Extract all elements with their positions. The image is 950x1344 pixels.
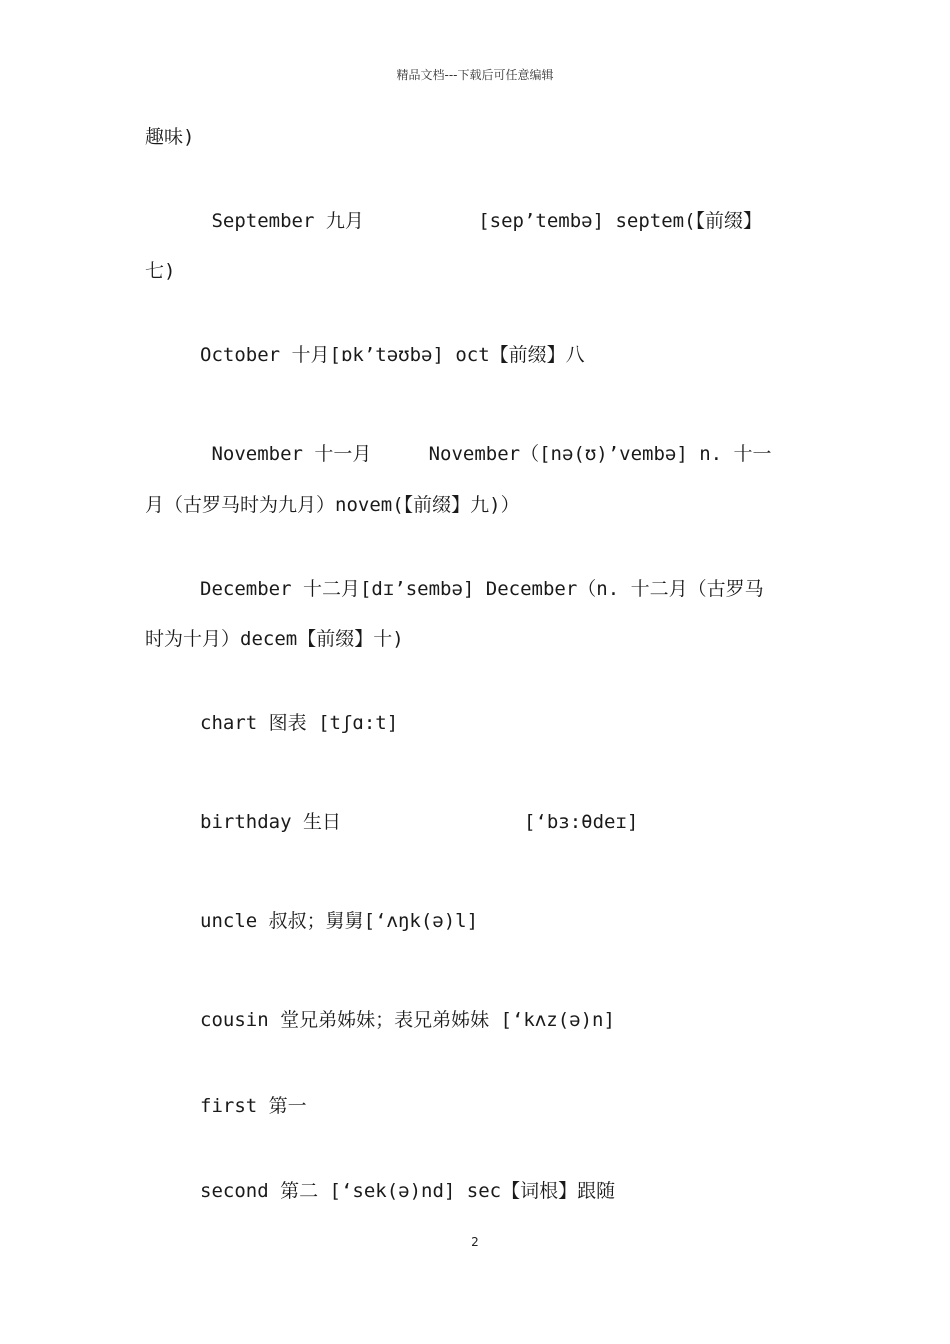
page-header: 精品文档---下载后可任意编辑: [396, 68, 554, 82]
text-line: 月（古罗马时为九月）novem(【前缀】九)）: [145, 494, 520, 516]
text-line: December 十二月[dɪ’sembə] December（n. 十二月（古罗马: [200, 578, 764, 600]
text-line: second 第二 [‘sek(ə)nd] sec【词根】跟随: [200, 1180, 616, 1202]
text-line: October 十月[ɒk’təʊbə] oct【前缀】八: [200, 344, 585, 366]
page-number: 2: [471, 1235, 479, 1249]
text-line: 时为十月）decem【前缀】十): [145, 628, 404, 650]
text-line: September 九月 [sep’tembə] septem(【前缀】: [200, 210, 763, 232]
text-line: birthday 生日 [‘bɜ:θdeɪ]: [200, 811, 639, 833]
text-line: first 第一: [200, 1095, 307, 1117]
text-line: 七): [145, 260, 176, 282]
text-line: chart 图表 [tʃɑ:t]: [200, 712, 399, 734]
text-line: uncle 叔叔；舅舅[‘ʌŋk(ə)l]: [200, 910, 479, 932]
text-line: November 十一月 November（[nə(ʊ)’vembə] n. 十一: [200, 443, 772, 465]
text-line: 趣味): [145, 126, 195, 148]
text-line: cousin 堂兄弟姊妹；表兄弟姊妹 [‘kʌz(ə)n]: [200, 1009, 615, 1031]
